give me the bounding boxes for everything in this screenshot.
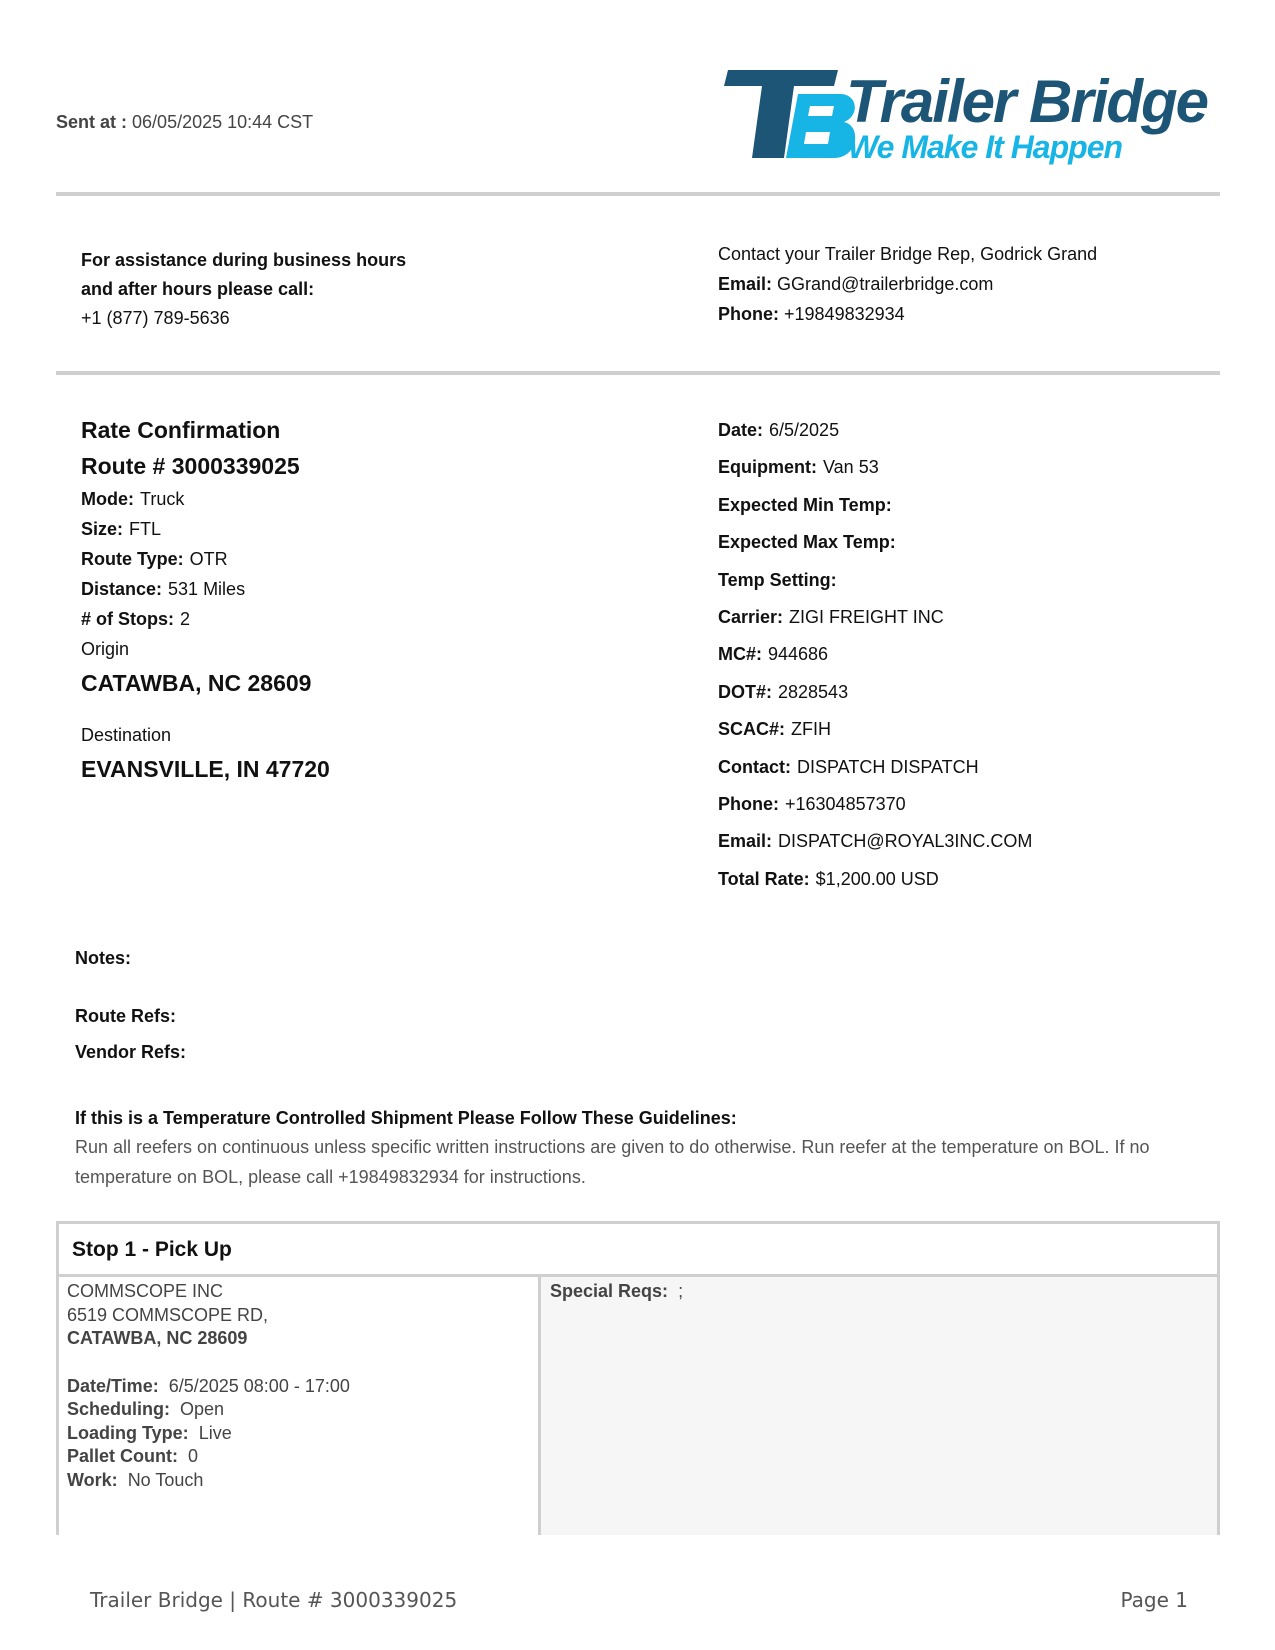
stop-1-pallet-label: Pallet Count: xyxy=(67,1446,178,1466)
assistance-phone[interactable]: +1 (877) 789-5636 xyxy=(81,308,230,328)
stop-1-special-reqs-value: ; xyxy=(678,1281,684,1301)
mc-value: 944686 xyxy=(768,644,829,665)
stop-1-work-value: No Touch xyxy=(127,1469,204,1490)
destination-label: Destination xyxy=(81,725,172,745)
carrier-value: ZIGI FREIGHT INC xyxy=(789,607,944,628)
rep-intro: Contact your Trailer Bridge Rep, Godrick Grand xyxy=(718,244,1098,264)
carrier-label: Carrier: xyxy=(718,607,784,628)
distance-row xyxy=(81,574,330,604)
mc-label: MC#: xyxy=(718,644,762,665)
stop-1-loading-label: Loading Type: xyxy=(67,1422,189,1443)
shipment-details xyxy=(718,412,1032,898)
sent-at-label: Sent at : xyxy=(56,112,128,132)
stop-1-scheduling-label: Scheduling: xyxy=(67,1399,170,1419)
contact-value: DISPATCH DISPATCH xyxy=(797,756,979,777)
rep-phone-label: Phone: xyxy=(718,304,779,324)
stop-1-title: Stop 1 - Pick Up xyxy=(59,1224,1217,1277)
stop-1-panel xyxy=(56,1221,1220,1535)
carrier-email-row xyxy=(718,823,1032,860)
assistance-line-1: For assistance during business hours xyxy=(81,250,407,270)
size-label: Size: xyxy=(81,519,124,539)
size-row xyxy=(81,514,330,544)
total-rate-row xyxy=(718,861,1032,898)
distance-value: 531 Miles xyxy=(168,579,246,599)
temp-setting-label: Temp Setting: xyxy=(718,569,837,590)
carrier-row xyxy=(718,599,1032,636)
stops-row xyxy=(81,604,330,634)
route-summary xyxy=(81,412,330,788)
date-row xyxy=(718,412,1032,449)
rep-email[interactable]: GGrand@trailerbridge.com xyxy=(777,274,994,294)
stops-label: # of Stops: xyxy=(81,609,174,629)
stops-value: 2 xyxy=(180,609,191,629)
doc-title: Rate Confirmation xyxy=(81,417,281,443)
sent-at xyxy=(56,112,313,133)
equipment-row xyxy=(718,449,1032,486)
rep-phone[interactable]: +19849832934 xyxy=(784,304,905,324)
scac-value: ZFIH xyxy=(791,719,832,740)
temperature-line-2: temperature on BOL, please call +19849832934 for instructions. xyxy=(75,1167,586,1187)
carrier-phone-label: Phone: xyxy=(718,794,779,815)
stop-1-company: COMMSCOPE INC xyxy=(67,1281,224,1301)
svg-text:We Make It Happen: We Make It Happen xyxy=(848,129,1123,165)
sent-at-value: 06/05/2025 10:44 CST xyxy=(132,112,314,132)
date-label: Date: xyxy=(718,420,764,440)
mode-value: Truck xyxy=(140,489,185,509)
route-refs-label: Route Refs: xyxy=(75,1006,177,1026)
assistance-block xyxy=(81,246,406,333)
stop-1-address: 6519 COMMSCOPE RD, xyxy=(67,1304,269,1325)
tb-monogram-icon xyxy=(724,70,855,158)
stop-1-datetime-label: Date/Time: xyxy=(67,1375,159,1396)
carrier-email-label: Email: xyxy=(718,831,773,852)
equipment-label: Equipment: xyxy=(718,457,817,478)
vendor-refs-label: Vendor Refs: xyxy=(75,1042,187,1062)
origin-city: CATAWBA, NC 28609 xyxy=(81,670,312,696)
stop-1-pallet-row xyxy=(67,1445,538,1469)
origin-label: Origin xyxy=(81,639,130,659)
mode-label: Mode: xyxy=(81,489,134,509)
dot-row xyxy=(718,674,1032,711)
stop-1-pallet-value: 0 xyxy=(188,1446,199,1466)
trailer-bridge-logo xyxy=(718,66,1218,166)
carrier-phone-row xyxy=(718,786,1032,823)
distance-label: Distance: xyxy=(81,579,163,599)
stop-1-datetime-row xyxy=(67,1375,538,1399)
temp-setting-row xyxy=(718,562,1032,599)
divider-top xyxy=(56,192,1220,196)
route-type-label: Route Type: xyxy=(81,549,184,569)
equipment-value: Van 53 xyxy=(823,457,879,478)
stop-1-work-label: Work: xyxy=(67,1469,118,1490)
stop-1-city: CATAWBA, NC 28609 xyxy=(67,1328,248,1348)
stop-1-special-reqs-label: Special Reqs: xyxy=(550,1281,669,1301)
route-type-value: OTR xyxy=(189,549,228,569)
min-temp-label: Expected Min Temp: xyxy=(718,494,892,515)
scac-row xyxy=(718,711,1032,748)
stop-1-scheduling-value: Open xyxy=(180,1399,225,1419)
size-value: FTL xyxy=(129,519,162,539)
carrier-email-value[interactable]: DISPATCH@ROYAL3INC.COM xyxy=(778,831,1033,852)
assistance-line-2: and after hours please call: xyxy=(81,279,315,299)
dot-label: DOT#: xyxy=(718,681,772,702)
scac-label: SCAC#: xyxy=(718,719,786,740)
carrier-phone-value[interactable]: +16304857370 xyxy=(785,794,906,815)
min-temp-row xyxy=(718,487,1032,524)
stop-1-scheduling-row xyxy=(67,1398,538,1422)
footer-route: Trailer Bridge | Route # 3000339025 xyxy=(90,1588,458,1612)
temperature-guidelines xyxy=(75,1104,1225,1192)
total-rate-value: $1,200.00 USD xyxy=(815,868,939,889)
total-rate-label: Total Rate: xyxy=(718,868,810,889)
contact-row xyxy=(718,749,1032,786)
stop-1-loading-value: Live xyxy=(198,1422,232,1443)
route-number: Route # 3000339025 xyxy=(81,453,300,479)
stop-1-work-row xyxy=(67,1469,538,1493)
stop-1-loading-row xyxy=(67,1422,538,1446)
stop-1-special-reqs xyxy=(541,1277,1217,1535)
mode-row xyxy=(81,484,330,514)
rep-contact-block xyxy=(718,239,1097,329)
max-temp-label: Expected Max Temp: xyxy=(718,532,896,553)
dot-value: 2828543 xyxy=(778,681,849,702)
destination-city: EVANSVILLE, IN 47720 xyxy=(81,756,330,782)
date-value: 6/5/2025 xyxy=(769,420,840,440)
temperature-line-1: Run all reefers on continuous unless specific written instructions are given to do otherwise. Run reefer at the temperature on BOL. If no xyxy=(75,1137,1150,1157)
contact-label: Contact: xyxy=(718,756,791,777)
divider-middle xyxy=(56,371,1220,375)
route-type-row xyxy=(81,544,330,574)
svg-text:Trailer Bridge: Trailer Bridge xyxy=(846,68,1208,135)
notes-label: Notes: xyxy=(75,948,132,968)
temperature-heading: If this is a Temperature Controlled Shipment Please Follow These Guidelines: xyxy=(75,1108,737,1128)
stop-1-details xyxy=(59,1277,541,1535)
mc-row xyxy=(718,636,1032,673)
stop-1-datetime-value: 6/5/2025 08:00 - 17:00 xyxy=(168,1375,350,1396)
footer-page-number: Page 1 xyxy=(1120,1588,1188,1612)
rep-email-label: Email: xyxy=(718,274,773,294)
max-temp-row xyxy=(718,524,1032,561)
